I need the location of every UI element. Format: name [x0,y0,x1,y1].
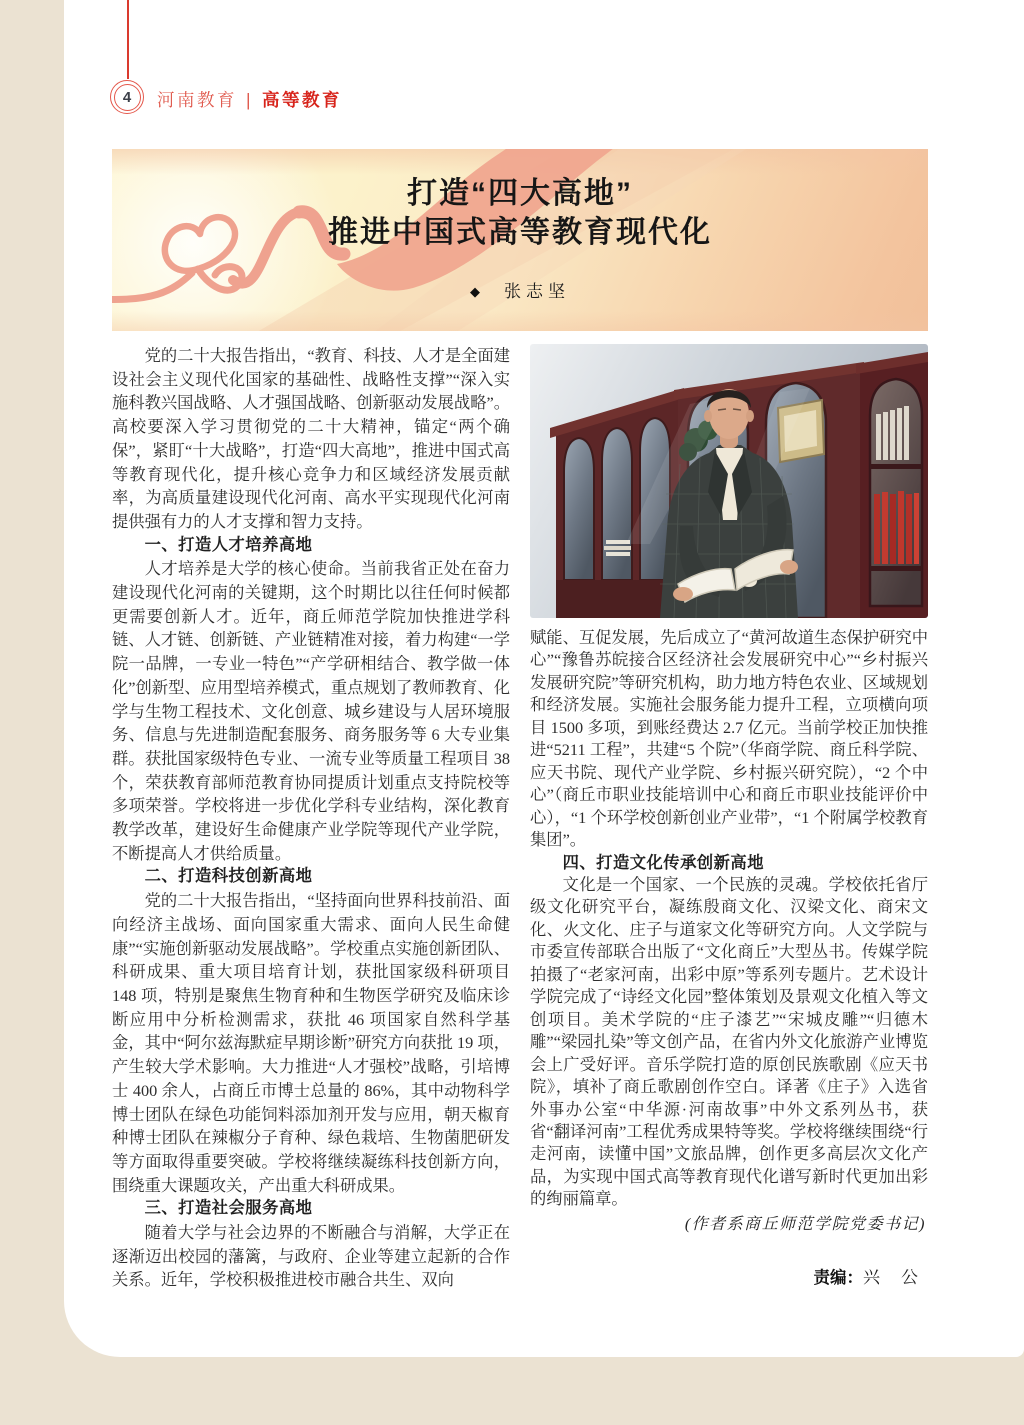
author-name: 张志坚 [504,282,570,301]
section-heading: 四、打造文化传承创新高地 [562,853,764,872]
article-title [112,149,928,252]
article-title-line1: 打造“四大高地” [407,177,633,210]
paragraph: 赋能、互促发展，先后成立了“黄河故道生态保护研究中心”“豫鲁苏皖接合区经济社会发展研究中心”“乡村振兴发展研究院”等研究机构，助力地方特色农业、区域规划和经济发展。实施社会服务能力提升工程，立项横向项目 1500 多项，到账经费达 2.7 亿元。当前学校正加快推进“5211 工程”，共建“5 个院”（华商学院、商丘科学院、应天书院、现代产业学院、乡村振兴研究院），“2 个中心”（商丘市职业技能培训中心和商丘市职业技能评价中心），“1 个环学校创新创业产业带”，“1 个附属学校教育集团”。 [530,628,928,850]
paragraph: 党的二十大报告指出，“坚持面向世界科技前沿、面向经济主战场、面向国家重大需求、面向人民生命健康”“实施创新驱动发展战略”。学校重点实施创新团队、科研成果、重大项目培育计划，获批国家级科研项目 148 项，特别是聚焦生物育种和生物医学研究及临床诊断应用中分析检测需求，获批 46 项国家自然科学基金，其中“阿尔兹海默症早期诊断”研究方向获批 19 项，产生较大学术影响。大力推进“人才强校”战略，引培博士 400 余人，占商丘市博士总量的 86%，其中动物科学博士团队在绿色功能饲料添加剂开发与应用，朝天椒育种博士团队在辣椒分子育种、绿色栽培、生物菌肥研发等方面取得重要突破。学校将继续凝练科技创新方向，围绕重大课题攻关，产出重大科研成果。 [112,891,511,1195]
section-name: 高等教育 [262,90,343,110]
section-heading: 二、打造科技创新高地 [144,867,313,886]
paragraph: 人才培养是大学的核心使命。当前我省正处在奋力建设现代化河南的关键期，这个时期比以往任何时候都更需要创新人才。近年，商丘师范学院加快推进学科链、人才链、创新链、产业链精准对接，着力构建“一学院一品牌，一专业一特色”“产学研相结合、教学做一体化”创新型、应用型培养模式，重点规划了教师教育、化学与生物工程技术、文化创意、城乡建设与人居环境服务、信息与先进制造配套服务、商务服务等 6 大专业集群。获批国家级特色专业、一流专业等质量工程项目 38 个，荣获教育部师范教育协同提质计划重点支持院校等多项荣誉。学校将进一步优化学科专业结构，深化教育教学改革，建设好生命健康产业学院等现代产业学院，不断提高人才供给质量。 [112,559,510,863]
author-diamond-icon: ◆ [470,284,480,299]
paragraph: 随着大学与社会边界的不断融合与消解，大学正在逐渐迈出校园的藩篱，与政府、企业等建立起新的合作关系。近年，学校积极推进校市融合共生、双向 [112,1223,510,1290]
left-column [112,344,510,1292]
journal-name: 河南教育 [157,90,237,110]
paragraph: 文化是一个国家、一个民族的灵魂。学校依托省厅级文化研究平台，凝练殷商文化、汉梁文化、商宋文化、火文化、庄子与道家文化等研究方向。人文学院与市委宣传部联合出版了“文化商丘”大型丛书。传媒学院拍摄了“老家河南，出彩中原”等系列专题片。艺术设计学院完成了“诗经文化园”整体策划及景观文化植入等文创项目。美术学院的“庄子漆艺”“宋城皮雕”“归德木雕”“梁园扎染”等文创产品，在省内外文化旅游产业博览会上广受好评。音乐学院打造的原创民族歌剧《应天书院》，填补了商丘歌剧创作空白。译著《庄子》入选省外事办公室“中华源·河南故事”中外文系列丛书，获省“翻译河南”工程优秀成果特等奖。学校将继续围绕“行走河南，读懂中国”文旅品牌，创作更多高层次文化产品，为实现中国式高等教育现代化谱写新时代更加出彩的绚丽篇章。 [530,874,928,1209]
editor-name: 兴 公 [863,1268,920,1288]
title-banner [112,149,928,331]
section-heading: 三、打造社会服务高地 [144,1199,313,1218]
editor-label: 责编： [813,1269,863,1288]
masthead [157,87,342,112]
page-number-badge [110,80,144,114]
author-row [112,277,928,302]
paragraph: 党的二十大报告指出，“教育、科技、人才是全面建设社会主义现代化国家的基础性、战略性支撑”“深入实施科教兴国战略、人才强国战略、创新驱动发展战略”。高校要深入学习贯彻党的二十大精神，锚定“两个确保”，紧盯“十大战略”，打造“四大高地”，推进中国式高等教育现代化，提升核心竞争力和区域经济发展贡献率，为高质量建设现代化河南、高水平实现现代化河南提供强有力的人才支撑和智力支持。 [112,346,511,531]
author-attribution: (作者系商丘师范学院党委书记) [684,1215,926,1233]
masthead-rule-line [127,0,129,79]
page-number: 4 [114,84,141,111]
masthead-divider: | [246,90,254,110]
editor-line [530,1267,928,1289]
portrait-photo [530,344,928,618]
article-body [112,344,928,1292]
article-title-line2: 推进中国式高等教育现代化 [328,216,712,249]
section-heading: 一、打造人才培养高地 [144,535,313,554]
right-column-text [530,627,928,1236]
right-column [530,344,928,1292]
